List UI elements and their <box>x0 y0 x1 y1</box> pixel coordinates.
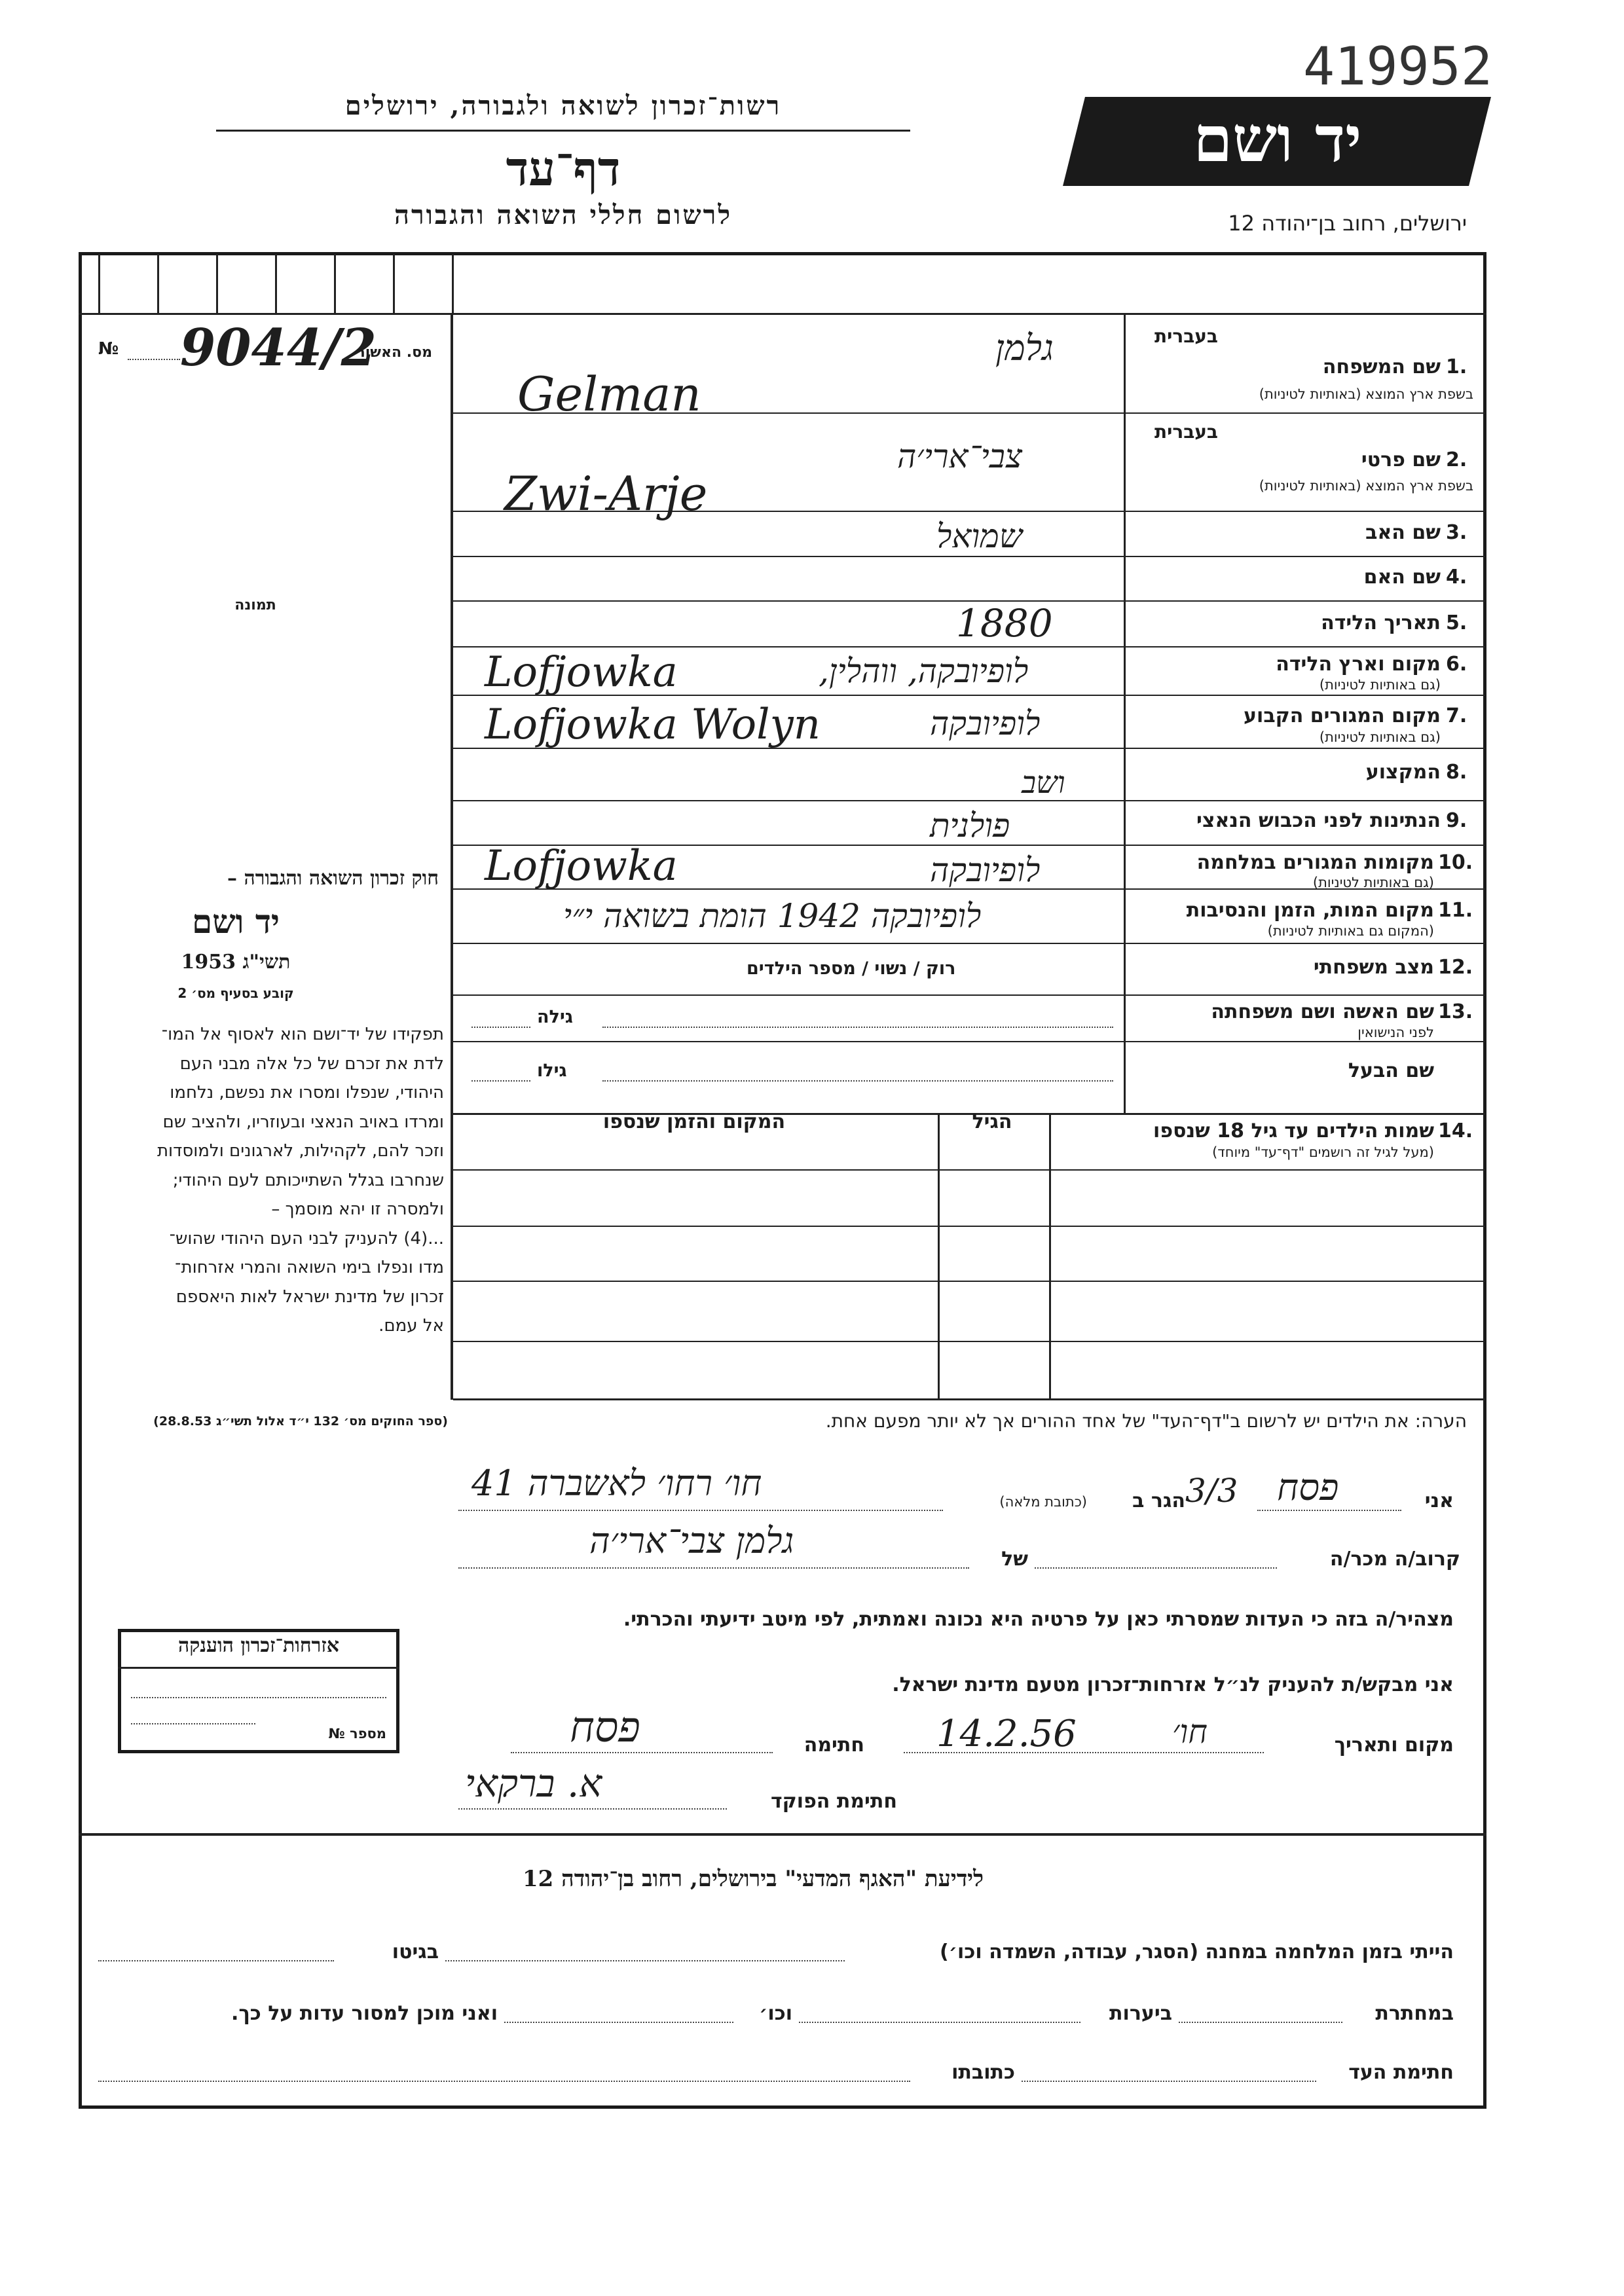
field-2-label: שם פרטי <box>1361 448 1441 471</box>
field-3-value-he: שמואל <box>936 517 1023 555</box>
law-text-line: אל עמם. <box>378 1316 444 1336</box>
field-11-number: 11. <box>1438 899 1473 922</box>
children-note: הערה: את הילדים יש לרשום ב"דף־העד" של אחד ההורים אך לא יותר מפעם אחת. <box>825 1410 1467 1432</box>
intel-line3a: חתימת העד <box>1348 2061 1454 2084</box>
field-10-number: 10. <box>1438 851 1473 874</box>
field-7-sub: (גם באותיות לטיניות) <box>1319 729 1441 745</box>
children-label: שמות הילדים עד גיל 18 שנספו <box>1153 1120 1434 1142</box>
intel-line3b: כתובתו <box>951 2061 1015 2084</box>
field-9-number: 9. <box>1446 809 1467 832</box>
field-13-sub: לפני הנישואין <box>1357 1025 1434 1040</box>
field-1-value-he: גלמן <box>995 327 1054 369</box>
law-text-line: ומרדו באויב הנאצי ובעוזריו, ולהציב שם <box>162 1112 444 1132</box>
field-3-label: שם האב <box>1365 521 1441 544</box>
field-6-sub: (גם באותיות לטיניות) <box>1319 677 1441 693</box>
field-11-label: מקום המות, הזמן והנסיבות <box>1186 899 1434 922</box>
field-7-value-he: לופיובקה <box>930 704 1041 742</box>
intel-line2c: וכו׳ <box>759 2002 792 2025</box>
place-value: חו׳ <box>1172 1713 1208 1751</box>
intel-line2a: במחתרת <box>1375 2002 1454 2025</box>
intel-line2d: ואני מוכן למסור עדות על כך. <box>231 2002 498 2025</box>
field-6-value-he: לופיובקה, ווהלין, <box>819 652 1029 690</box>
law-name: יד ושם <box>192 902 280 941</box>
field-3-number: 3. <box>1446 521 1467 544</box>
officer-label: חתימת הפוקד <box>771 1790 897 1813</box>
place-date-label: מקום ותאריך <box>1334 1734 1454 1757</box>
field-11-value: לופיובקה 1942 הומת בשואה י״י <box>563 897 982 935</box>
husband-age-label: גילו <box>537 1061 567 1081</box>
intel-line1b: בגיטו <box>392 1941 439 1963</box>
law-text-line: לדת את זכרם של כל אלה מבני העם <box>179 1053 444 1074</box>
of-label: של <box>1001 1548 1028 1571</box>
logo-text: יד ושם <box>1193 102 1362 176</box>
form-subtitle: לרשום חללי השואה והגבורה <box>394 200 733 230</box>
field-8-value: ושב <box>1022 765 1065 800</box>
field-9-label: הנתינות לפני הכבוש הנאצי <box>1196 809 1441 832</box>
intel-title: לידיעת "האגף המדעי" בירושלים, רחוב בן־יהודה 12 <box>523 1866 984 1892</box>
citizenship-title: אזרחות־זכרון הוענקה <box>177 1634 340 1657</box>
law-text-line: תפקידו של יד־ושם הוא לאסוף אל המו־ <box>161 1025 444 1044</box>
law-text <box>90 1020 444 1341</box>
resides-value: 3/3 <box>1185 1472 1238 1510</box>
declarant-name: פסח <box>1277 1467 1339 1509</box>
field-1-value-latin: Gelman <box>517 367 701 422</box>
field-14-number: 14. <box>1438 1120 1473 1142</box>
children-sub: (מעל לגיל זה רושמים "דף־עד" מיוחד) <box>1212 1144 1434 1160</box>
file-number-label: מס. האשור <box>356 344 432 361</box>
law-text-line: ...(4) להעניק לבני העם היהודי שהוש־ <box>169 1228 444 1248</box>
law-clause: קובע בסעיף מס׳ 2 <box>177 985 294 1001</box>
field-11-sub: (המקום גם באותיות לטיניות) <box>1267 923 1434 939</box>
of-value: גלמן צבי־ארי׳ה <box>589 1520 794 1561</box>
authority-name: רשות־זכרון לשואה ולגבורה, ירושלים <box>344 90 782 121</box>
field-8-label: המקצוע <box>1365 761 1441 784</box>
i-label: אני <box>1424 1489 1454 1512</box>
field-13-number: 13. <box>1438 1000 1473 1023</box>
field-5-label: תאריך הלידה <box>1321 611 1441 634</box>
file-number-value: 9044/2 <box>180 318 377 378</box>
law-year: תשי"ג 1953 <box>181 951 291 974</box>
field-12-label: מצב משפחתי <box>1313 956 1434 979</box>
statement-text: מצהיר/ה בזה כי העדות שמסרתי כאן על פרטיה היא נכונה ואמתית, לפי מיטב ידיעתי והכרתי. <box>623 1608 1454 1631</box>
date-value: 14.2.56 <box>936 1713 1077 1755</box>
law-text-line: היהודי, שנפלו ומסרו את נפשם, נלחמו <box>170 1083 444 1102</box>
field-10-value-latin: Lofjowka <box>485 842 678 890</box>
field-6-label: מקום וארץ הלידה <box>1276 653 1441 676</box>
field-10-value-he: לופיובקה <box>930 851 1041 889</box>
intel-line1a: הייתי בזמן המלחמה במחנה (הסגר, עבודה, השמדה וכו׳) <box>940 1941 1454 1963</box>
yad-vashem-logo <box>1063 97 1491 186</box>
field-13-age-label: גילה <box>537 1007 573 1027</box>
field-6-value-latin: Lofjowka <box>485 648 678 697</box>
children-col-place: המקום והזמן שנספו <box>602 1110 786 1133</box>
law-text-line: שנחרבו בגלל השתייכותם לעם היהודי; <box>172 1170 444 1190</box>
address-value: חו׳ רחו׳ לאשברה 41 <box>471 1463 762 1504</box>
field-2-lang: בעברית <box>1154 421 1218 443</box>
law-text-line: וזכר להם, לקהילות, לארגונים ולמוסדות <box>157 1141 444 1161</box>
field-13-label: שם האשה ושם משפחתה <box>1211 1000 1434 1023</box>
no-symbol: № <box>98 339 119 359</box>
law-text-line: מדו ונפלו בימי השואה והמרי אזרחות־ <box>175 1258 444 1277</box>
intel-line2b: ביערות <box>1109 2002 1172 2025</box>
field-1-number: 1. <box>1446 355 1467 378</box>
archive-serial-number: 419952 <box>1303 36 1492 97</box>
husband-label: שם הבעל <box>1348 1059 1434 1082</box>
field-1-sub: בשפת ארץ המוצא (באותיות לטיניות) <box>1259 386 1473 402</box>
law-source: (ספר החוקים מס׳ 132 י״ד אלול תשי״ג 28.8.53) <box>153 1414 448 1429</box>
field-4-number: 4. <box>1446 566 1467 589</box>
field-2-value-he: צבי־ארי׳ה <box>897 437 1023 475</box>
field-4-label: שם האם <box>1363 566 1441 589</box>
signature-label: חתימה <box>803 1734 864 1757</box>
address-hint: (כתובת מלאה) <box>999 1494 1087 1510</box>
officer-signature: א. ברקאי <box>465 1761 602 1806</box>
request-text: אני מבקש/ת להעניק לנ״ל אזרחות־זכרון מטעם מדינת ישראל. <box>892 1673 1454 1696</box>
field-5-number: 5. <box>1446 611 1467 634</box>
law-text-line: זכרון של מדינת ישראל לאות היאספם <box>175 1286 444 1307</box>
field-1-lang: בעברית <box>1154 325 1218 347</box>
field-8-number: 8. <box>1446 761 1467 784</box>
header-address: ירושלים, רחוב בן־יהודה 12 <box>1228 211 1467 236</box>
field-9-value: פולנית <box>930 807 1010 845</box>
relative-label: קרוב/ה מכר/ה <box>1329 1548 1460 1571</box>
field-2-value-latin: Zwi-Arje <box>504 466 708 521</box>
citizenship-number-label: מספר № <box>328 1726 386 1741</box>
law-text-line: ולמסרה זו יהא מוסמך – <box>271 1199 444 1219</box>
field-7-label: מקום המגורים הקבוע <box>1244 704 1441 727</box>
signature-value: פסח <box>570 1704 640 1752</box>
photo-label: תמונה <box>234 597 276 613</box>
children-col-age: הגיל <box>972 1110 1012 1133</box>
field-7-number: 7. <box>1446 704 1467 727</box>
field-2-number: 2. <box>1446 448 1467 471</box>
field-7-value-latin: Lofjowka Wolyn <box>485 701 821 749</box>
field-12-number: 12. <box>1438 956 1473 979</box>
form-title: דף־עד <box>506 141 621 196</box>
field-2-sub: בשפת ארץ המוצא (באותיות לטיניות) <box>1259 478 1473 494</box>
field-12-options: רוק / נשוי / מספר הילדים <box>747 958 956 979</box>
field-1-label: שם המשפחה <box>1322 355 1441 378</box>
field-10-label: מקומות המגורים במלחמה <box>1196 851 1434 874</box>
law-title: חוק זכרון השואה והגבורה – <box>227 867 439 890</box>
field-6-number: 6. <box>1446 653 1467 676</box>
field-5-value: 1880 <box>956 601 1053 646</box>
field-10-sub: (גם באותיות לטיניות) <box>1312 875 1434 890</box>
resides-label: הגר ב <box>1132 1489 1185 1512</box>
